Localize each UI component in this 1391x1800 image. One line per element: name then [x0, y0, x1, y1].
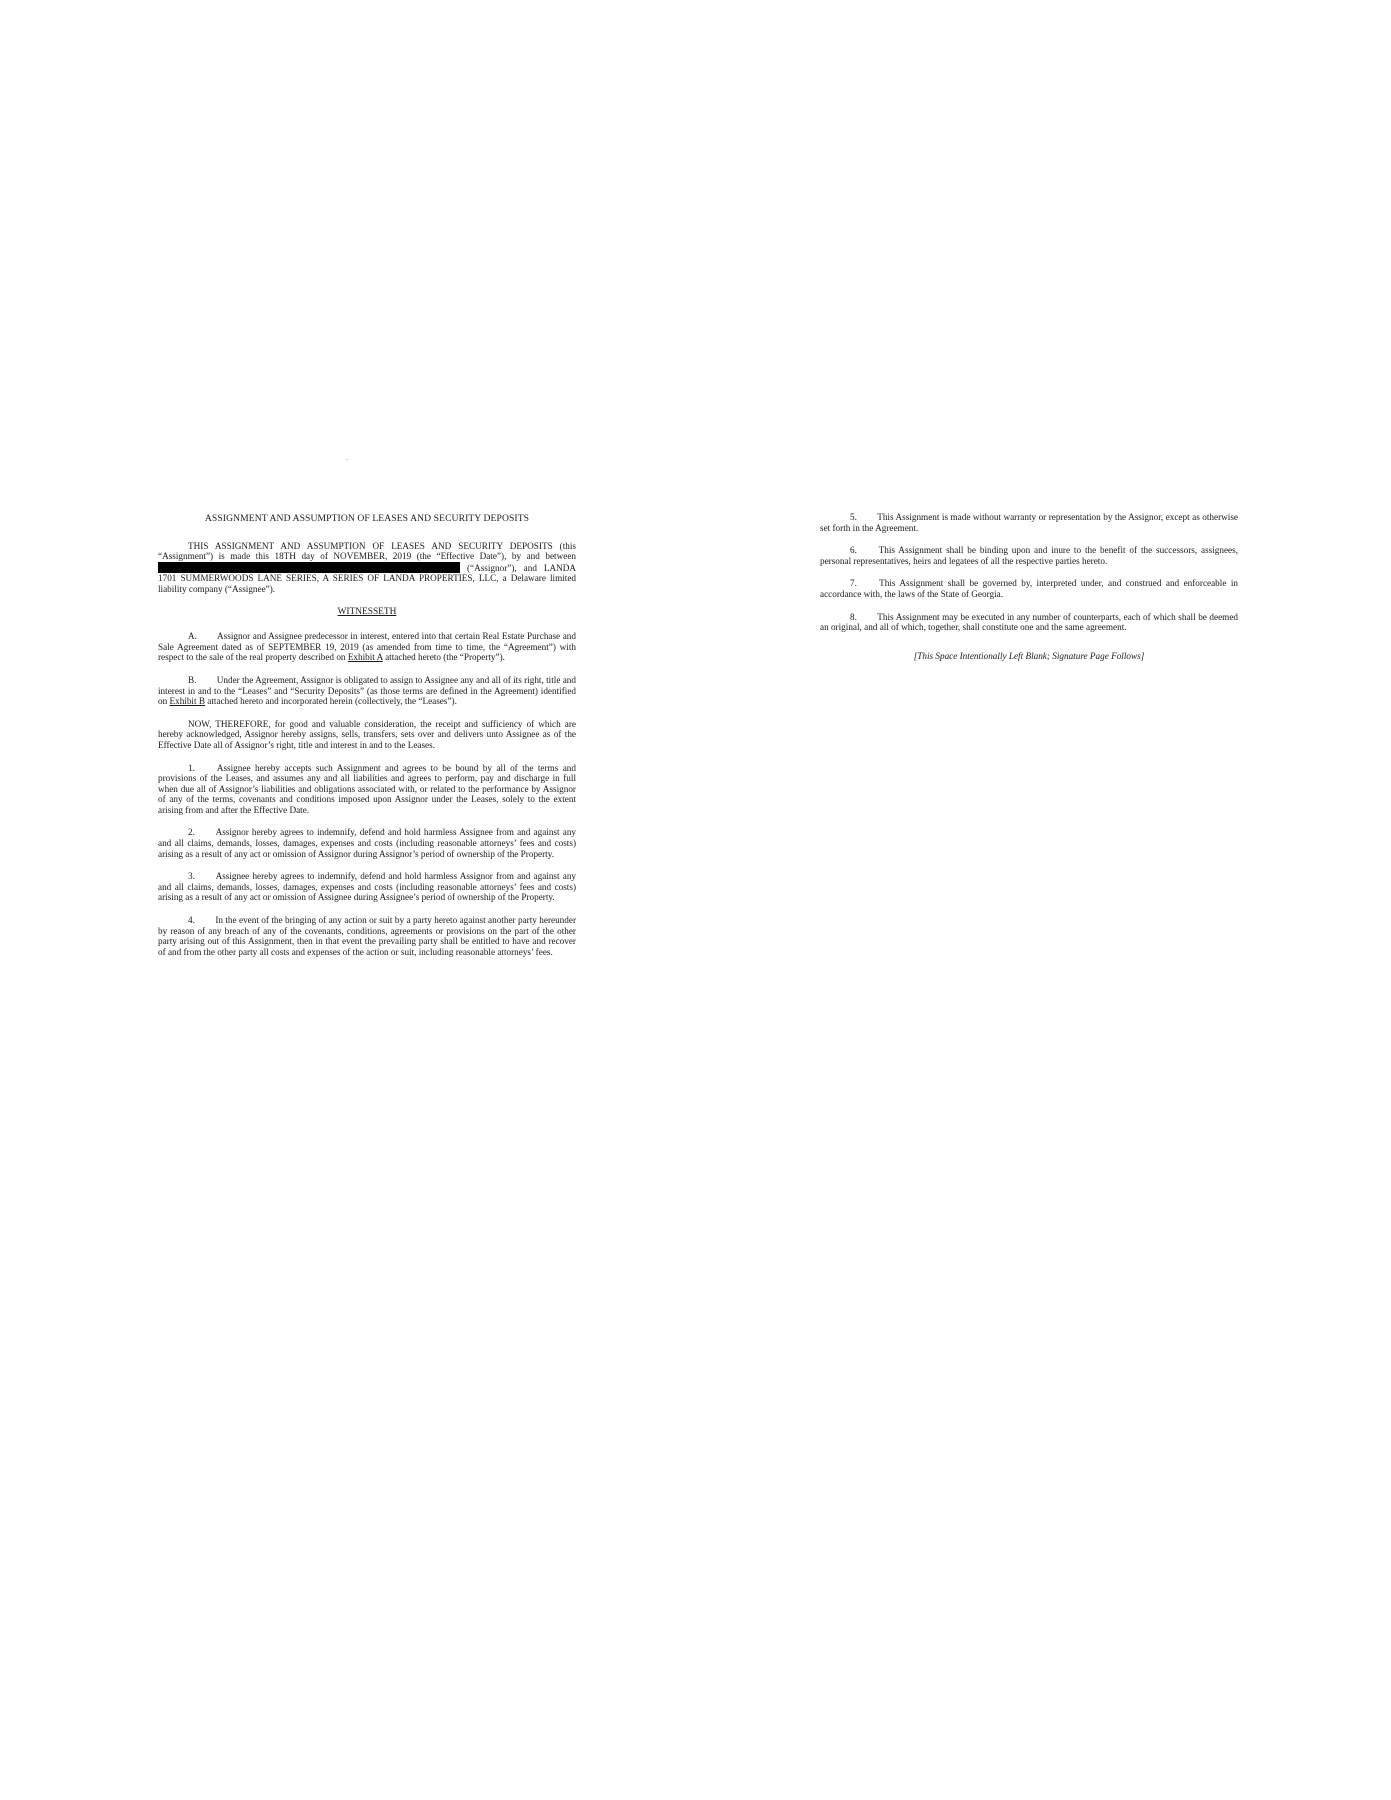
witnesseth-heading: WITNESSETH [337, 606, 397, 617]
document-title: ASSIGNMENT AND ASSUMPTION OF LEASES AND SECURITY DEPOSITS [204, 513, 530, 524]
section-1-text: Assignee hereby accepts such Assignment and agrees to be bound by all of the terms and provisions of the Leases, and assumes any and all liabilities and agrees to perform, pay and discharge in full when due all of Assignor’s liabilities and obligations associated with, or related to the performance by Assignor of any of the terms, covenants and conditions imposed upon Assignor under the Leases, solely to the extent arising from and after the Effective Date. [158, 762, 576, 815]
section-2-text: Assignor hereby agrees to indemnify, defend and hold harmless Assignee from and against any and all claims, demands, losses, damages, expenses and costs (including reasonable attorneys’ fees and costs) arising as a result of any act or omission of Assignor during Assignor’s period of ownership of the Property. [158, 827, 577, 859]
section-7 [820, 578, 1238, 599]
recital-b-number: B. [188, 674, 197, 685]
intro-text-cont: (“Assignor”), and LANDA 1701 SUMMERWOODS LANE SERIES, A SERIES OF LANDA PROPERTIES, LLC, a Delaware limited liability company (“Assignee”). [158, 562, 577, 594]
section-1 [158, 763, 576, 816]
right-page [820, 512, 1238, 673]
section-3 [158, 871, 576, 903]
section-6 [820, 545, 1238, 566]
section-4-number: 4. [188, 915, 195, 926]
left-page [158, 514, 576, 969]
section-4 [158, 915, 576, 957]
section-4-text: In the event of the bringing of any action or suit by a party hereto against another party hereunder by reason of any breach of any of the covenants, conditions, agreements or provisions on the part of the other party arising out of this Assignment, then in that event the prevailing party shall be entitled to have and recover of and from the other party all costs and expenses of the action or suit, including reasonable attorneys’ fees. [158, 915, 577, 957]
recital-a-text-cont: attached hereto (the “Property”). [385, 652, 505, 663]
section-8 [820, 612, 1238, 633]
section-5-number: 5. [850, 512, 857, 522]
recital-a-number: A. [188, 631, 197, 642]
section-3-text: Assignee hereby agrees to indemnify, defend and hold harmless Assignor from and against any and all claims, demands, losses, damages, expenses and costs (including reasonable attorneys’ fees and costs) arising as a result of any act or omission of Assignee during Assignee’s period of ownership of the Property. [158, 871, 577, 903]
signature-page-note: [This Space Intentionally Left Blank; Signature Page Follows] [913, 650, 1145, 661]
section-8-text: This Assignment may be executed in any number of counterparts, each of which shall be deemed an original, and all of which, together, shall constitute one and the same agreement. [820, 611, 1238, 633]
section-2-number: 2. [188, 827, 195, 838]
section-5 [820, 512, 1238, 533]
intro-text: THIS ASSIGNMENT AND ASSUMPTION OF LEASES AND SECURITY DEPOSITS (this “Assignment”) is made this 18TH day of NOVEMBER, 2019 (the “Effective Date”), by and between [158, 540, 576, 562]
intro-paragraph [158, 541, 576, 595]
section-2 [158, 827, 576, 859]
now-therefore-paragraph: NOW, THEREFORE, for good and valuable consideration, the receipt and sufficiency of which are hereby acknowledged, Assignor hereby assigns, sells, transfers, sets over and delivers unto Assignee as of the Effective Date all of Assignor’s right, title and interest in and to the Leases. [158, 718, 576, 750]
section-6-text: This Assignment shall be binding upon and inure to the benefit of the successors, assignees, personal representatives, heirs and legatees of all the respective parties hereto. [820, 545, 1238, 566]
exhibit-a-reference: Exhibit A [347, 652, 383, 663]
scan-speck [346, 459, 348, 460]
section-1-number: 1. [188, 762, 195, 773]
recital-a-text: Assignor and Assignee predecessor in interest, entered into that certain Real Estate Purchase and Sale Agreement dated as of SEPTEMBER 19, 2019 (as amended from time to time, the “Agreement”) with respect to the sale of the real property described on [158, 631, 576, 663]
section-7-number: 7. [850, 578, 857, 589]
section-3-number: 3. [188, 871, 195, 882]
recital-a [158, 631, 576, 663]
section-5-text: This Assignment is made without warranty or representation by the Assignor, except as otherwise set forth in the Agreement. [820, 512, 1238, 533]
exhibit-b-reference: Exhibit B [169, 696, 205, 707]
recital-b [158, 675, 576, 707]
recital-b-text: Under the Agreement, Assignor is obligated to assign to Assignee any and all of its right, title and interest in and to the “Leases” and “Security Deposits” (as those terms are defined in the Agreement) identified on [158, 674, 576, 707]
section-8-number: 8. [850, 611, 857, 622]
section-6-number: 6. [850, 545, 857, 556]
section-7-text: This Assignment shall be governed by, interpreted under, and construed and enforceable in accordance with, the laws of the State of Georgia. [820, 578, 1238, 599]
recital-b-text-cont: attached hereto and incorporated herein (collectively, the “Leases”). [207, 696, 457, 707]
redaction-bar [158, 562, 460, 573]
